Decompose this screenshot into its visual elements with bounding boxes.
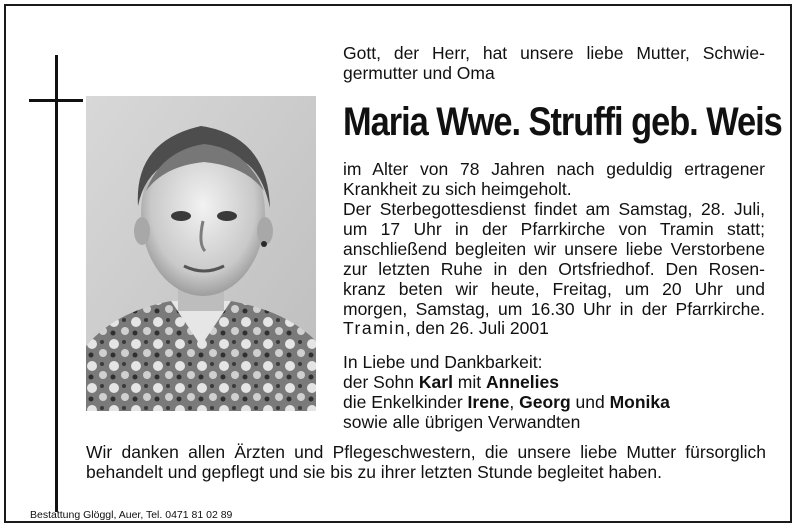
cross-vertical-bar: [55, 55, 58, 512]
body-line: anschließend begleiten wir unsere liebe Verstorbene: [343, 239, 765, 259]
thanks-line-2: behandelt und gepflegt und sie bis zu ihrer letzten Stunde begleitet haben.: [86, 462, 662, 482]
body-line: zur letzten Ruhe in den Ortsfriedhof. Den Rosen-: [343, 259, 765, 279]
body-line: Der Sterbegottesdienst findet am Samstag, 28. Juli,: [343, 199, 765, 219]
place: Tramin: [343, 318, 406, 338]
intro-line-1: Gott, der Herr, hat unsere liebe Mutter, Schwie-: [343, 43, 765, 63]
family-line-3: [343, 392, 773, 412]
family-text: mit: [452, 372, 486, 392]
family-signature: [343, 352, 773, 432]
body-line: morgen, Samstag, um 16.30 Uhr in der Pfarrkirche.: [343, 299, 765, 319]
daughter-in-law-name: Annelies: [486, 372, 559, 392]
body-line: Krankheit zu sich heimgeholt.: [343, 179, 572, 199]
grandchild-name: Georg: [519, 392, 571, 412]
grandchild-name: Irene: [467, 392, 510, 412]
intro-text: [343, 43, 765, 83]
body-line: kranz beten wir heute, Freitag, um 20 Uhr und: [343, 279, 765, 299]
family-text: und: [570, 392, 610, 412]
family-text: die Enkelkinder: [343, 392, 468, 412]
family-text: der Sohn: [343, 372, 419, 392]
intro-line-2: germutter und Oma: [343, 63, 495, 83]
thanks-text: [86, 442, 766, 482]
date: , den 26. Juli 2001: [405, 318, 549, 338]
funeral-home-credit: Bestattung Glöggl, Auer, Tel. 0471 81 02 89: [30, 509, 233, 521]
deceased-name: Maria Wwe. Struffi geb. Weis: [343, 100, 782, 144]
body-line: um 17 Uhr in der Pfarrkirche von Tramin statt;: [343, 219, 765, 239]
body-line: im Alter von 78 Jahren nach geduldig ertragener: [343, 159, 765, 179]
grandchild-name: Monika: [609, 392, 670, 412]
place-date: [343, 318, 765, 338]
portrait-image: [86, 96, 316, 411]
announcement-body: [343, 159, 765, 319]
family-line-1: In Liebe und Dankbarkeit:: [343, 352, 543, 372]
portrait-photo: [86, 96, 316, 411]
family-text: ,: [509, 392, 520, 412]
family-line-4: sowie alle übrigen Verwandten: [343, 412, 581, 432]
cross-horizontal-bar: [29, 99, 83, 102]
thanks-line-1: Wir danken allen Ärzten und Pflegeschwestern, die unsere liebe Mutter fürsorglich: [86, 442, 766, 462]
family-line-2: [343, 372, 773, 392]
son-name: Karl: [418, 372, 453, 392]
